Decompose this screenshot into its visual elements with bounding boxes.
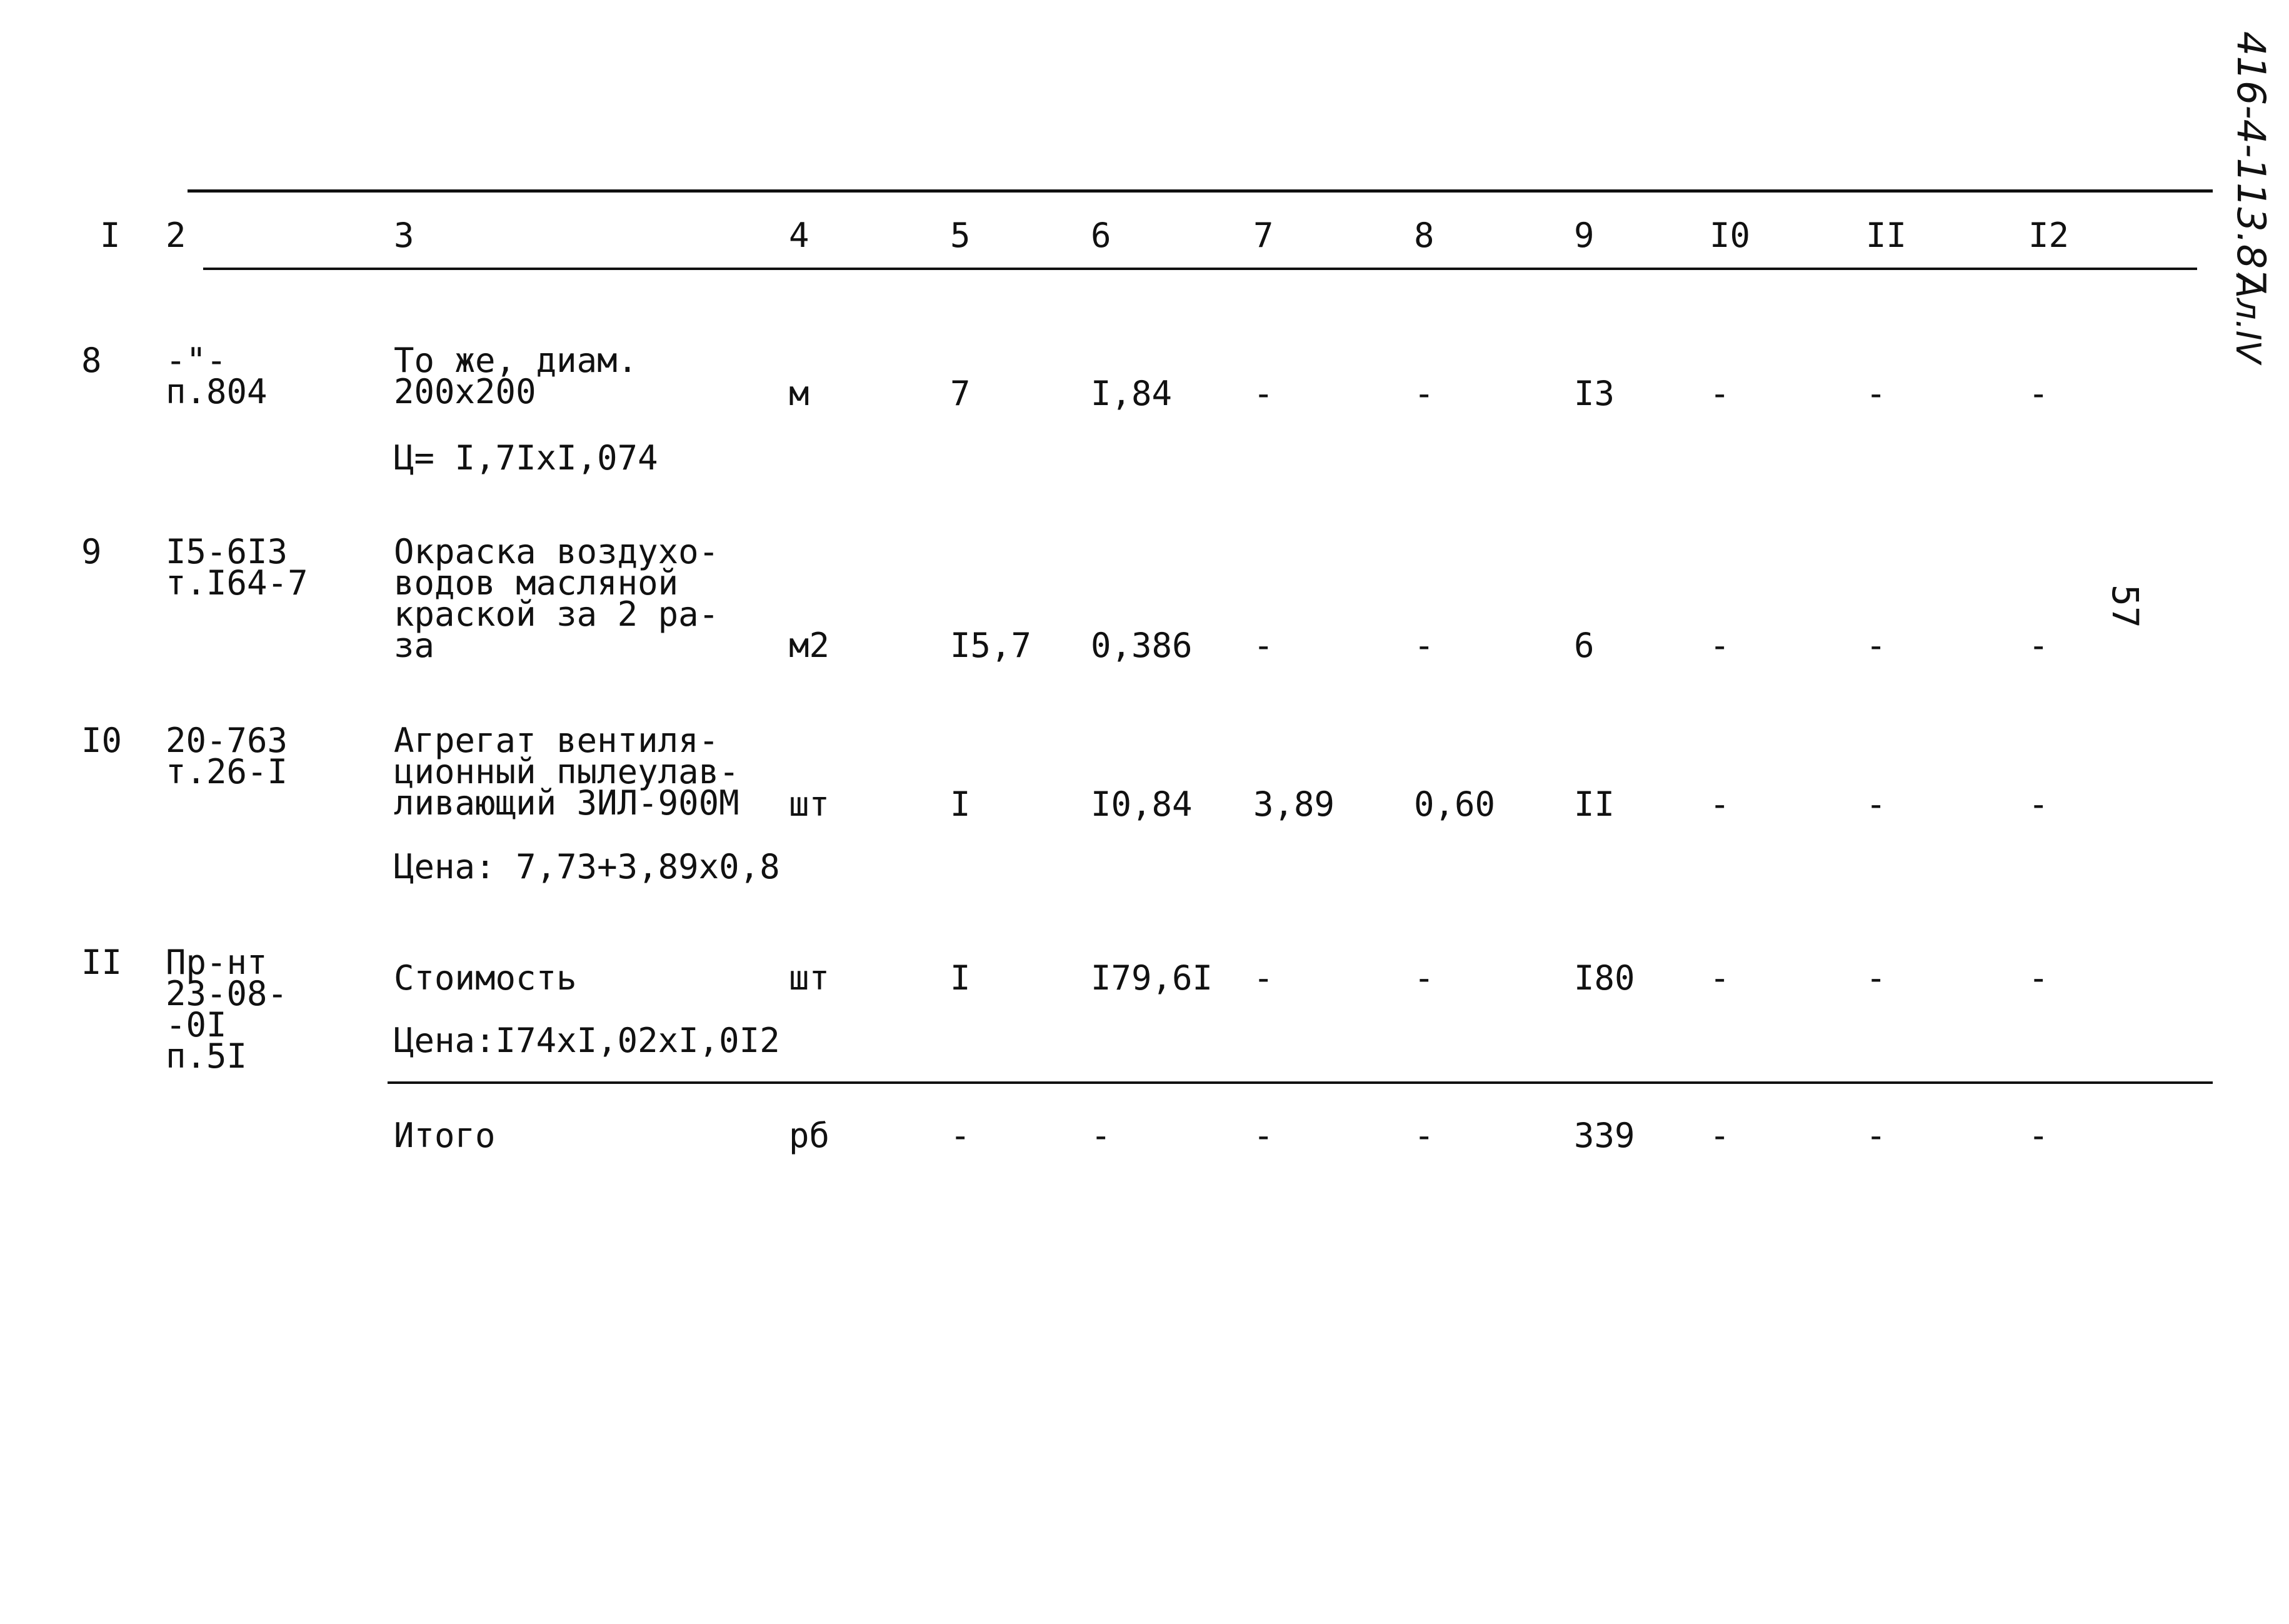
total-col-6: -	[1091, 1116, 1111, 1155]
row-col-5: I5,7	[950, 626, 1032, 665]
row-desc-line: То же, диам.	[394, 341, 638, 380]
row-col-12: -	[2028, 374, 2049, 413]
total-col-10: -	[1710, 1116, 1730, 1155]
row-code-line: 20-763	[166, 721, 288, 760]
row-col-5: 7	[950, 374, 971, 413]
total-col-5: -	[950, 1116, 971, 1155]
total-col-8: -	[1414, 1116, 1435, 1155]
row-col-11: -	[1866, 958, 1886, 998]
row-code-line: т.26-I	[166, 752, 288, 791]
row-price-note: Цена: 7,73+3,89x0,8	[394, 847, 780, 886]
row-desc-line: Агрегат вентиля-	[394, 721, 719, 760]
total-unit: рб	[789, 1116, 830, 1155]
row-col-6: 0,386	[1091, 626, 1193, 665]
row-col-6: I0,84	[1091, 784, 1193, 824]
row-desc-line: ливающий ЗИЛ-900М	[394, 783, 739, 823]
row-code-line: п.5I	[166, 1036, 248, 1076]
row-col-8: 0,60	[1414, 784, 1496, 824]
row-col-5: I	[950, 958, 971, 998]
row-unit: м	[789, 374, 809, 413]
side-project-code: 416-4-113.87	[2228, 31, 2274, 294]
col-header-5: 5	[950, 216, 971, 255]
row-desc-line: краской за 2 ра-	[394, 594, 719, 634]
total-col-9: 339	[1574, 1116, 1635, 1155]
row-col-9: II	[1574, 784, 1615, 824]
row-col-8: -	[1414, 958, 1435, 998]
row-desc-line: Окраска воздухо-	[394, 532, 719, 571]
row-col-7: -	[1253, 958, 1274, 998]
row-price-note: Ц= I,7IxI,074	[394, 438, 658, 478]
page-number: 57	[2104, 584, 2146, 628]
col-header-12: I2	[2028, 216, 2070, 255]
row-col-10: -	[1710, 374, 1730, 413]
row-price-note: Цена:I74xI,02xI,0I2	[394, 1021, 780, 1060]
top-rule	[188, 189, 2213, 193]
col-header-2: 2	[166, 216, 186, 255]
row-number: I0	[81, 721, 123, 760]
row-desc-line: за	[394, 626, 435, 665]
row-code-line: I5-6I3	[166, 532, 288, 571]
row-desc-line: водов масляной	[394, 563, 679, 603]
row-col-9: I80	[1574, 958, 1635, 998]
row-col-10: -	[1710, 626, 1730, 665]
row-col-7: 3,89	[1253, 784, 1335, 824]
col-header-1: I	[100, 216, 121, 255]
row-desc-line: ционный пылеулав-	[394, 752, 739, 791]
row-code-line: 23-08-	[166, 974, 288, 1013]
col-header-11: II	[1866, 216, 1907, 255]
col-header-9: 9	[1574, 216, 1595, 255]
total-col-12: -	[2028, 1116, 2049, 1155]
col-header-4: 4	[789, 216, 809, 255]
row-code-line: -"-	[166, 341, 227, 380]
total-rule	[388, 1081, 2213, 1084]
row-col-7: -	[1253, 374, 1274, 413]
row-col-9: 6	[1574, 626, 1595, 665]
side-album-label: Ал.IV	[2228, 275, 2268, 364]
row-unit: м2	[789, 626, 830, 665]
row-number: II	[81, 943, 123, 982]
row-desc-line: 200x200	[394, 372, 536, 411]
row-col-12: -	[2028, 784, 2049, 824]
row-col-12: -	[2028, 626, 2049, 665]
row-col-10: -	[1710, 784, 1730, 824]
col-header-8: 8	[1414, 216, 1435, 255]
row-col-8: -	[1414, 626, 1435, 665]
total-col-11: -	[1866, 1116, 1886, 1155]
row-code-line: т.I64-7	[166, 563, 308, 603]
row-col-6: I,84	[1091, 374, 1173, 413]
col-header-6: 6	[1091, 216, 1111, 255]
row-unit: шт	[789, 958, 830, 998]
row-col-10: -	[1710, 958, 1730, 998]
row-unit: шт	[789, 784, 830, 824]
row-number: 9	[81, 532, 102, 571]
row-code-line: -0I	[166, 1005, 227, 1045]
row-col-11: -	[1866, 784, 1886, 824]
col-header-3: 3	[394, 216, 414, 255]
row-col-11: -	[1866, 626, 1886, 665]
row-col-8: -	[1414, 374, 1435, 413]
row-col-9: I3	[1574, 374, 1615, 413]
col-header-7: 7	[1253, 216, 1274, 255]
row-desc-line: Стоимость	[394, 958, 577, 998]
row-col-6: I79,6I	[1091, 958, 1213, 998]
row-col-5: I	[950, 784, 971, 824]
total-col-7: -	[1253, 1116, 1274, 1155]
total-label: Итого	[394, 1116, 496, 1155]
header-rule	[203, 268, 2197, 270]
row-col-7: -	[1253, 626, 1274, 665]
row-code-line: Пр-нт	[166, 943, 268, 982]
col-header-10: I0	[1710, 216, 1751, 255]
row-col-12: -	[2028, 958, 2049, 998]
row-code-line: п.804	[166, 372, 268, 411]
row-number: 8	[81, 341, 102, 380]
row-col-11: -	[1866, 374, 1886, 413]
